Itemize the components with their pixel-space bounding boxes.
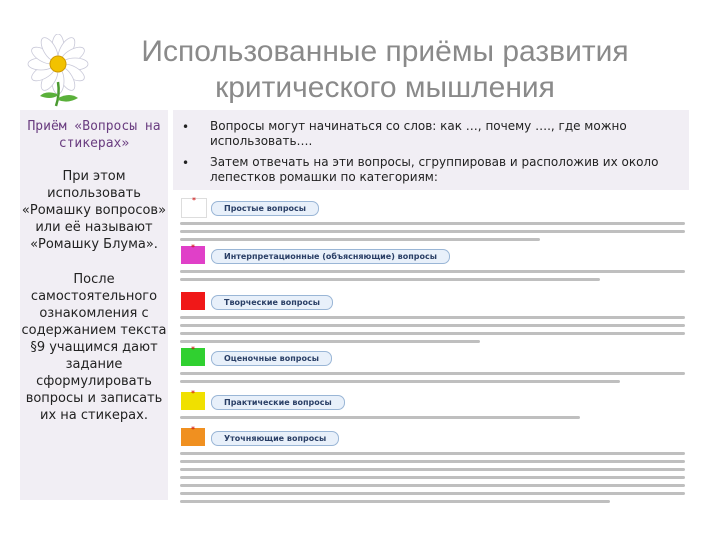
blurred-text-line — [180, 380, 620, 383]
category-color-swatch — [181, 198, 207, 218]
blurred-text-line — [180, 416, 580, 419]
category-color-swatch — [181, 389, 205, 410]
blurred-text-line — [180, 270, 685, 273]
category-label: Интерпретационные (объясняющие) вопросы — [211, 249, 450, 264]
asterisk-icon: * — [191, 345, 195, 354]
category-label: Уточняющие вопросы — [211, 431, 339, 446]
asterisk-icon: * — [192, 196, 196, 205]
bullet-marker: • — [182, 120, 190, 134]
category-color-swatch — [181, 243, 205, 264]
blurred-text-line — [180, 492, 685, 495]
blurred-text-line — [180, 476, 685, 479]
blurred-text-line — [180, 278, 600, 281]
page-title-line-1: Использованные приёмы развития — [141, 35, 629, 68]
category-color-swatch — [181, 345, 205, 366]
asterisk-icon: * — [191, 243, 195, 252]
blurred-text-line — [180, 324, 685, 327]
bullet-panel — [173, 110, 689, 190]
blurred-text-line — [180, 230, 685, 233]
blurred-text-line — [180, 500, 610, 503]
category-label: Оценочные вопросы — [211, 351, 332, 366]
blurred-text-line — [180, 222, 685, 225]
blurred-text-line — [180, 316, 685, 319]
page-title-line-2: критического мышления — [215, 71, 555, 104]
assignment-note: После самостоятельного ознакомления с содержанием текста §9 учащимся дают задание сформулировать вопросы и записать их на стикерах. — [21, 272, 167, 423]
technique-heading: Приём «Вопросы на стикерах» — [27, 119, 161, 151]
daisy-note: При этом использовать «Ромашку вопросов» или её называют «Ромашку Блума». — [21, 169, 167, 252]
blurred-text-line — [180, 238, 540, 241]
category-color-swatch — [181, 425, 205, 446]
blurred-text-line — [180, 460, 685, 463]
blurred-text-line — [180, 452, 685, 455]
asterisk-icon: * — [191, 425, 195, 434]
blurred-text-line — [180, 332, 685, 335]
bullet-marker: • — [182, 156, 190, 170]
category-label: Простые вопросы — [211, 201, 319, 216]
asterisk-icon: * — [191, 389, 195, 398]
blurred-text-line — [180, 372, 685, 375]
category-color-swatch — [181, 292, 205, 310]
blurred-text-line — [180, 468, 685, 471]
bullet-text-1: Вопросы могут начинаться со слов: как …, почему …., где можно использовать…. — [210, 119, 627, 148]
left-text-panel — [20, 110, 168, 500]
question-types-image — [178, 192, 690, 508]
blurred-text-line — [180, 484, 685, 487]
category-label: Творческие вопросы — [211, 295, 333, 310]
page-title — [70, 34, 700, 106]
category-label: Практические вопросы — [211, 395, 345, 410]
bullet-text-2: Затем отвечать на эти вопросы, сгруппировав и расположив их около лепестков ромашки по категориям: — [210, 155, 659, 184]
blurred-text-line — [180, 340, 480, 343]
